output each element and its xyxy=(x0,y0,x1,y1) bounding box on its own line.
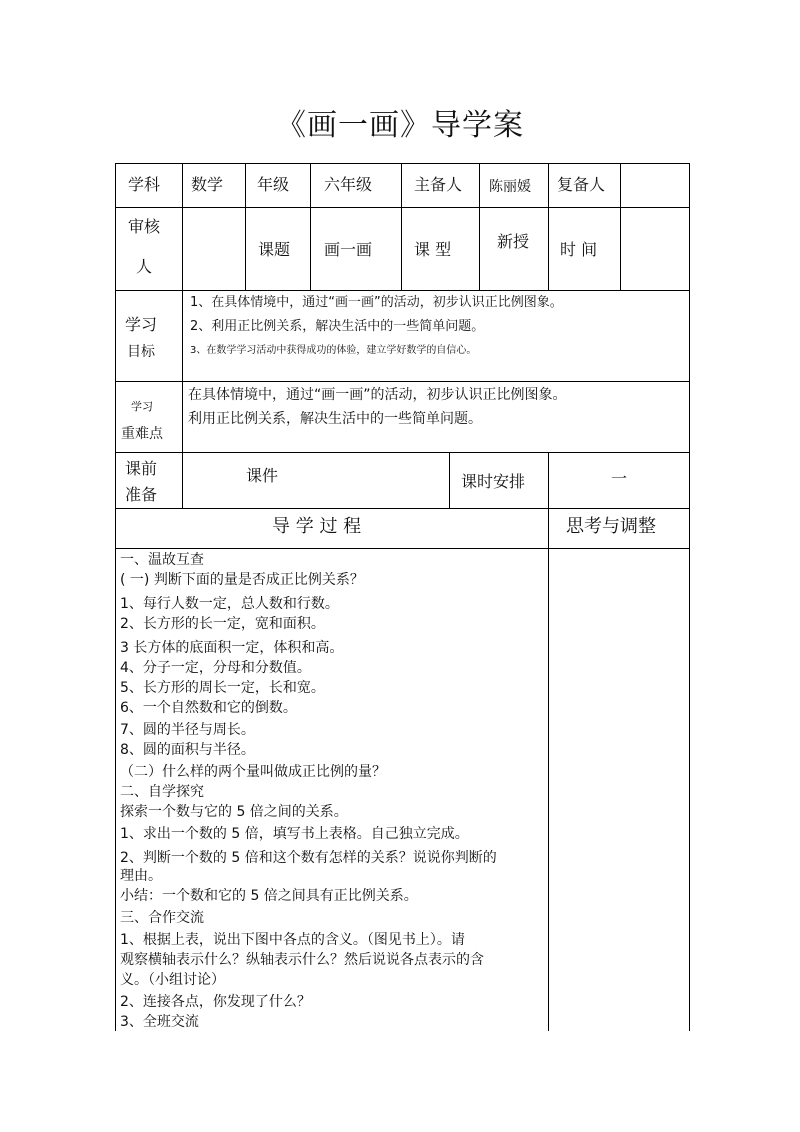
grade-label: 年级 xyxy=(257,175,290,194)
keypoint-item: 利用正比例关系，解决生活中的一些简单问题。 xyxy=(188,411,482,427)
keypoints-label-top: 学习 xyxy=(131,400,153,413)
process-line: 1、根据上表，说出下图中各点的含义。（图见书上）。请 xyxy=(120,932,465,948)
process-line: 1、每行人数一定，总人数和行数。 xyxy=(120,596,339,612)
objective-item: 1、在具体情境中，通过“画一画”的活动，初步认识正比例图象。 xyxy=(190,295,563,310)
process-line: 2、长方形的长一定，宽和面积。 xyxy=(120,616,325,632)
objective-item: 3、在数学学习活动中获得成功的体验，建立学好数学的自信心。 xyxy=(190,345,477,356)
process-line: 义。（小组讨论） xyxy=(120,972,225,988)
prep-label-top: 课前 xyxy=(125,459,158,478)
process-line: （二）什么样的两个量叫做成正比例的量？ xyxy=(120,764,386,780)
reviewer-label-top: 审核 xyxy=(128,217,161,236)
process-line: 2、连接各点，你发现了什么？ xyxy=(120,994,311,1010)
process-line: 观察横轴表示什么？纵轴表示什么？然后说说各点表示的含 xyxy=(120,952,484,968)
process-line: 探索一个数与它的 5 倍之间的关系。 xyxy=(120,804,348,820)
hours-value: 一 xyxy=(611,469,628,488)
process-line: 小结：一个数和它的 5 倍之间具有正比例关系。 xyxy=(120,888,418,904)
objectives-label-bottom: 目标 xyxy=(127,344,155,360)
process-line: 4、分子一定，分母和分数值。 xyxy=(120,660,311,676)
subject-value: 数学 xyxy=(191,175,224,194)
process-line: ( 一) 判断下面的量是否成正比例关系？ xyxy=(120,572,364,588)
process-line: 2、判断一个数的 5 倍和这个数有怎样的关系？说说你判断的 xyxy=(120,850,497,866)
process-line: 3、全班交流 xyxy=(120,1014,199,1030)
process-line: 1、求出一个数的 5 倍，填写书上表格。自己独立完成。 xyxy=(120,826,469,842)
hours-label: 课时安排 xyxy=(461,472,526,491)
objective-item: 2、利用正比例关系，解决生活中的一些简单问题。 xyxy=(190,319,485,334)
prep-value: 课件 xyxy=(246,466,279,485)
process-line: 5、长方形的周长一定，长和宽。 xyxy=(120,680,325,696)
process-line: 一、温故互查 xyxy=(120,552,204,568)
process-line: 7、圆的半径与周长。 xyxy=(120,722,255,738)
process-line: 三、合作交流 xyxy=(120,910,204,926)
process-line: 6、一个自然数和它的倒数。 xyxy=(120,700,297,716)
document-title: 《画一画》导学案 xyxy=(276,108,524,143)
process-line: 8、圆的面积与半径。 xyxy=(120,742,255,758)
topic-value: 画一画 xyxy=(324,240,373,259)
keypoints-label-bottom: 重难点 xyxy=(121,426,163,442)
co-preparer-label: 复备人 xyxy=(557,175,606,194)
process-line: 3 长方体的底面积一定，体积和高。 xyxy=(120,640,344,656)
type-label: 课 型 xyxy=(414,240,452,259)
process-line: 理由。 xyxy=(120,868,162,884)
topic-label: 课题 xyxy=(258,240,291,259)
preparer-value: 陈丽媛 xyxy=(489,179,531,195)
prep-label-bottom: 准备 xyxy=(125,485,158,504)
objectives-label-top: 学习 xyxy=(125,315,158,334)
type-value: 新授 xyxy=(497,232,530,251)
process-header: 导 学 过 程 xyxy=(272,516,362,537)
reviewer-label-bottom: 人 xyxy=(136,257,153,276)
subject-label: 学科 xyxy=(128,175,161,194)
reflection-header: 思考与调整 xyxy=(566,516,656,537)
process-line: 二、自学探究 xyxy=(120,784,204,800)
keypoint-item: 在具体情境中，通过“画一画”的活动，初步认识正比例图象。 xyxy=(188,387,567,403)
grade-value: 六年级 xyxy=(324,175,373,194)
time-label: 时 间 xyxy=(560,240,598,259)
preparer-label: 主备人 xyxy=(414,175,463,194)
